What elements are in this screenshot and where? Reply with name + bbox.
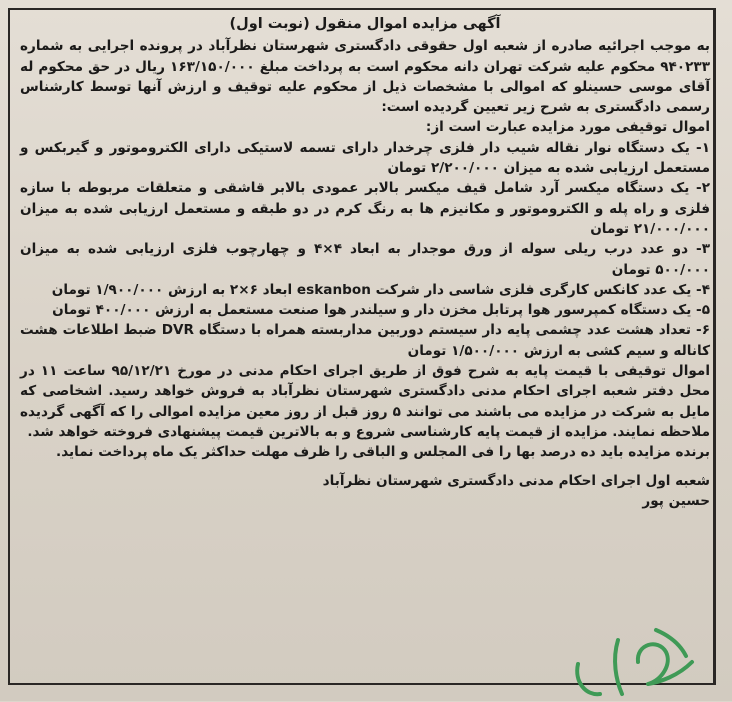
closing-paragraph: اموال توقیفی با قیمت پایه به شرح فوق از طریق اجرای احکام مدنی در مورخ ۹۵/۱۲/۲۱ ساعت ۱۱ در محل دفتر شعبه اجرای احکام مدنی دادگستری شهرستان نظرآباد به فروش خواهد رسید. اشخاصی که مایل به شرکت در مزایده می باشند می توانند ۵ روز قبل از روز معین مزایده اموالی را که آگهی گردیده ملاحظه نمایند. مزایده از قیمت پایه کارشناسی شروع و به بالاترین قیمت پیشنهادی فروخته خواهد شد.	[20, 363, 710, 440]
auction-item-3: ۳- دو عدد درب ریلی سوله از ورق موجدار به ابعاد ۴×۴ و چهارچوب فلزی ارزیابی شده به میزان ۵۰۰/۰۰۰ تومان	[20, 241, 711, 278]
auction-item-2: ۲- یک دستگاه میکسر آرد شامل قیف میکسر بالابر عمودی بالابر قاشقی و متعلقات مربوطه با سازه فلزی و راه پله و الکتروموتور و مکانیزم ها به رنگ کرم در دو طبقه و مستعمل ارزیابی شده به میزان ۲۱/۰۰۰/۰۰۰ تومان	[20, 180, 710, 237]
auction-item-4: ۴- یک عدد کانکس کارگری فلزی شاسی دار شرکت eskanbon ابعاد ۶×۲ به ارزش ۱/۹۰۰/۰۰۰ تومان	[51, 281, 710, 298]
notice-title: آگهی مزایده اموال منقول (نوبت اول)	[229, 16, 501, 32]
auction-item-1: ۱- یک دستگاه نوار نقاله شیب دار فلزی چرخدار دارای تسمه لاستیکی دارای الکتروموتور و گیربکس و مستعمل ارزیابی شده به میزان ۲/۲۰۰/۰۰۰ تومان	[20, 139, 710, 177]
notice-intro: به موجب اجرائیه صادره از شعبه اول حقوقی دادگستری شهرستان نظرآباد در پرونده اجرایی به شماره ۹۴۰۲۳۳ محکوم علیه شرکت تهران دانه محکوم است به پرداخت مبلغ ۱۶۳/۱۵۰/۰۰۰ ریال در حق محکوم له آقای موسی حسینلو که اموالی با مشخصات ذیل از محکوم علیه توقیف و ارزش آنها توسط کارشناس رسمی دادگستری به شرح زیر تعیین گردیده است:	[20, 38, 710, 116]
auction-item-6: ۶- تعداد هشت عدد چشمی پایه دار سیستم دوربین مداربسته همراه با دستگاه DVR ضبط اطلاعات هشت کاناله و سیم کشی به ارزش ۱/۵۰۰/۰۰۰ تومان	[20, 322, 710, 359]
signature-name: حسین پور	[642, 492, 710, 509]
signature-org: شعبه اول اجرای احکام مدنی دادگستری شهرستان نظرآباد	[322, 472, 710, 489]
auction-notice	[20, 14, 710, 511]
auction-item-5: ۵- یک دستگاه کمپرسور هوا پرتابل مخزن دار و سیلندر هوا صنعت مستعمل به ارزش ۴۰۰/۰۰۰ تومان	[52, 302, 710, 319]
green-handwritten-mark-icon	[560, 622, 710, 702]
items-heading: اموال توقیفی مورد مزایده عبارت است از:	[425, 119, 710, 136]
payment-terms: برنده مزایده باید ده درصد بها را فی المجلس و الباقی را ظرف مهلت حداکثر یک ماه پرداخت نماید.	[56, 444, 710, 461]
